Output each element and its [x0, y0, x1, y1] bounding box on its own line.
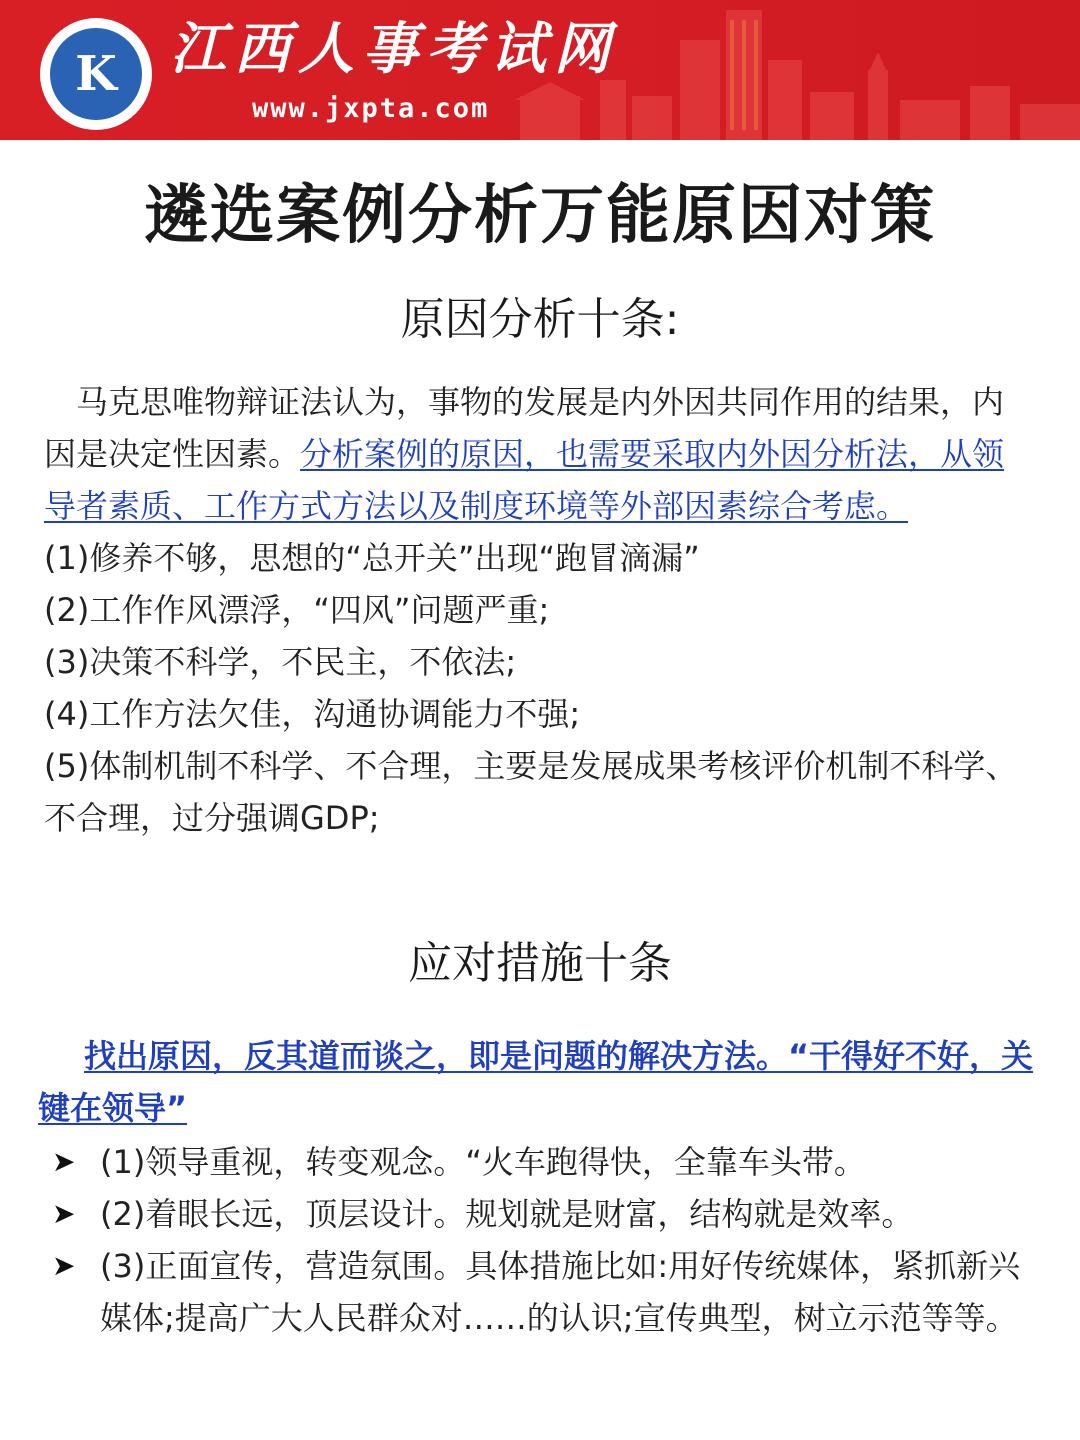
- arrowhead-bullet-icon: ➤: [52, 1145, 76, 1178]
- measure-item-text: (2)着眼长远，顶层设计。规划就是财富，结构就是效率。: [100, 1195, 914, 1233]
- causes-heading: [0, 294, 1080, 347]
- measures-heading: [0, 938, 1080, 991]
- cause-item-1: (1)修养不够，思想的“总开关”出现“跑冒滴漏”: [44, 539, 700, 577]
- measures-intro: [38, 1030, 1038, 1134]
- causes-intro-text: 马克思唯物辩证法认为，事物的发展是内外因共同作用的结果，内因是决定性因素。: [44, 383, 1005, 473]
- arrowhead-bullet-icon: ➤: [52, 1249, 76, 1282]
- logo-emblem-icon: K: [50, 28, 142, 120]
- cause-item-5: (5)体制机制不科学、不合理，主要是发展成果考核评价机制不科学、不合理，过分强调GDP;: [44, 747, 1018, 837]
- page-title: 遴选案例分析万能原因对策: [144, 179, 936, 253]
- measure-item-1: [52, 1136, 1042, 1188]
- logo: [40, 18, 152, 130]
- site-url: www.jxpta.com: [252, 93, 490, 124]
- causes-intro-link[interactable]: 分析案例的原因，也需要采取内外因分析法，从领导者素质、工作方式方法以及制度环境等外部因素综合考虑。: [44, 435, 1005, 525]
- causes-intro: [44, 376, 1034, 532]
- measure-item-2: [52, 1188, 1042, 1240]
- causes-section: [44, 376, 1034, 844]
- measures-list: [52, 1136, 1042, 1344]
- measures-intro-link[interactable]: 找出原因，反其道而谈之，即是问题的解决方法。“干得好不好，关键在领导”: [38, 1037, 1034, 1127]
- cause-item-3: (3)决策不科学，不民主，不依法;: [44, 643, 517, 681]
- measures-heading-label: 应对措施十条: [408, 938, 672, 989]
- causes-heading-label: 原因分析十条:: [400, 294, 680, 345]
- arrowhead-bullet-icon: ➤: [52, 1197, 76, 1230]
- measure-item-3: [52, 1240, 1042, 1344]
- cause-item-2: (2)工作作风漂浮，“四风”问题严重;: [44, 591, 550, 629]
- header-banner: [0, 0, 1080, 140]
- measure-item-text: (1)领导重视，转变观念。“火车跑得快，全靠车头带。: [100, 1143, 866, 1181]
- site-name: 江西人事考试网: [170, 16, 618, 82]
- cause-item-4: (4)工作方法欠佳，沟通协调能力不强;: [44, 695, 581, 733]
- measure-item-text: (3)正面宣传，营造氛围。具体措施比如:用好传统媒体，紧抓新兴媒体;提高广大人民群众对……的认识;宣传典型，树立示范等等。: [100, 1247, 1021, 1337]
